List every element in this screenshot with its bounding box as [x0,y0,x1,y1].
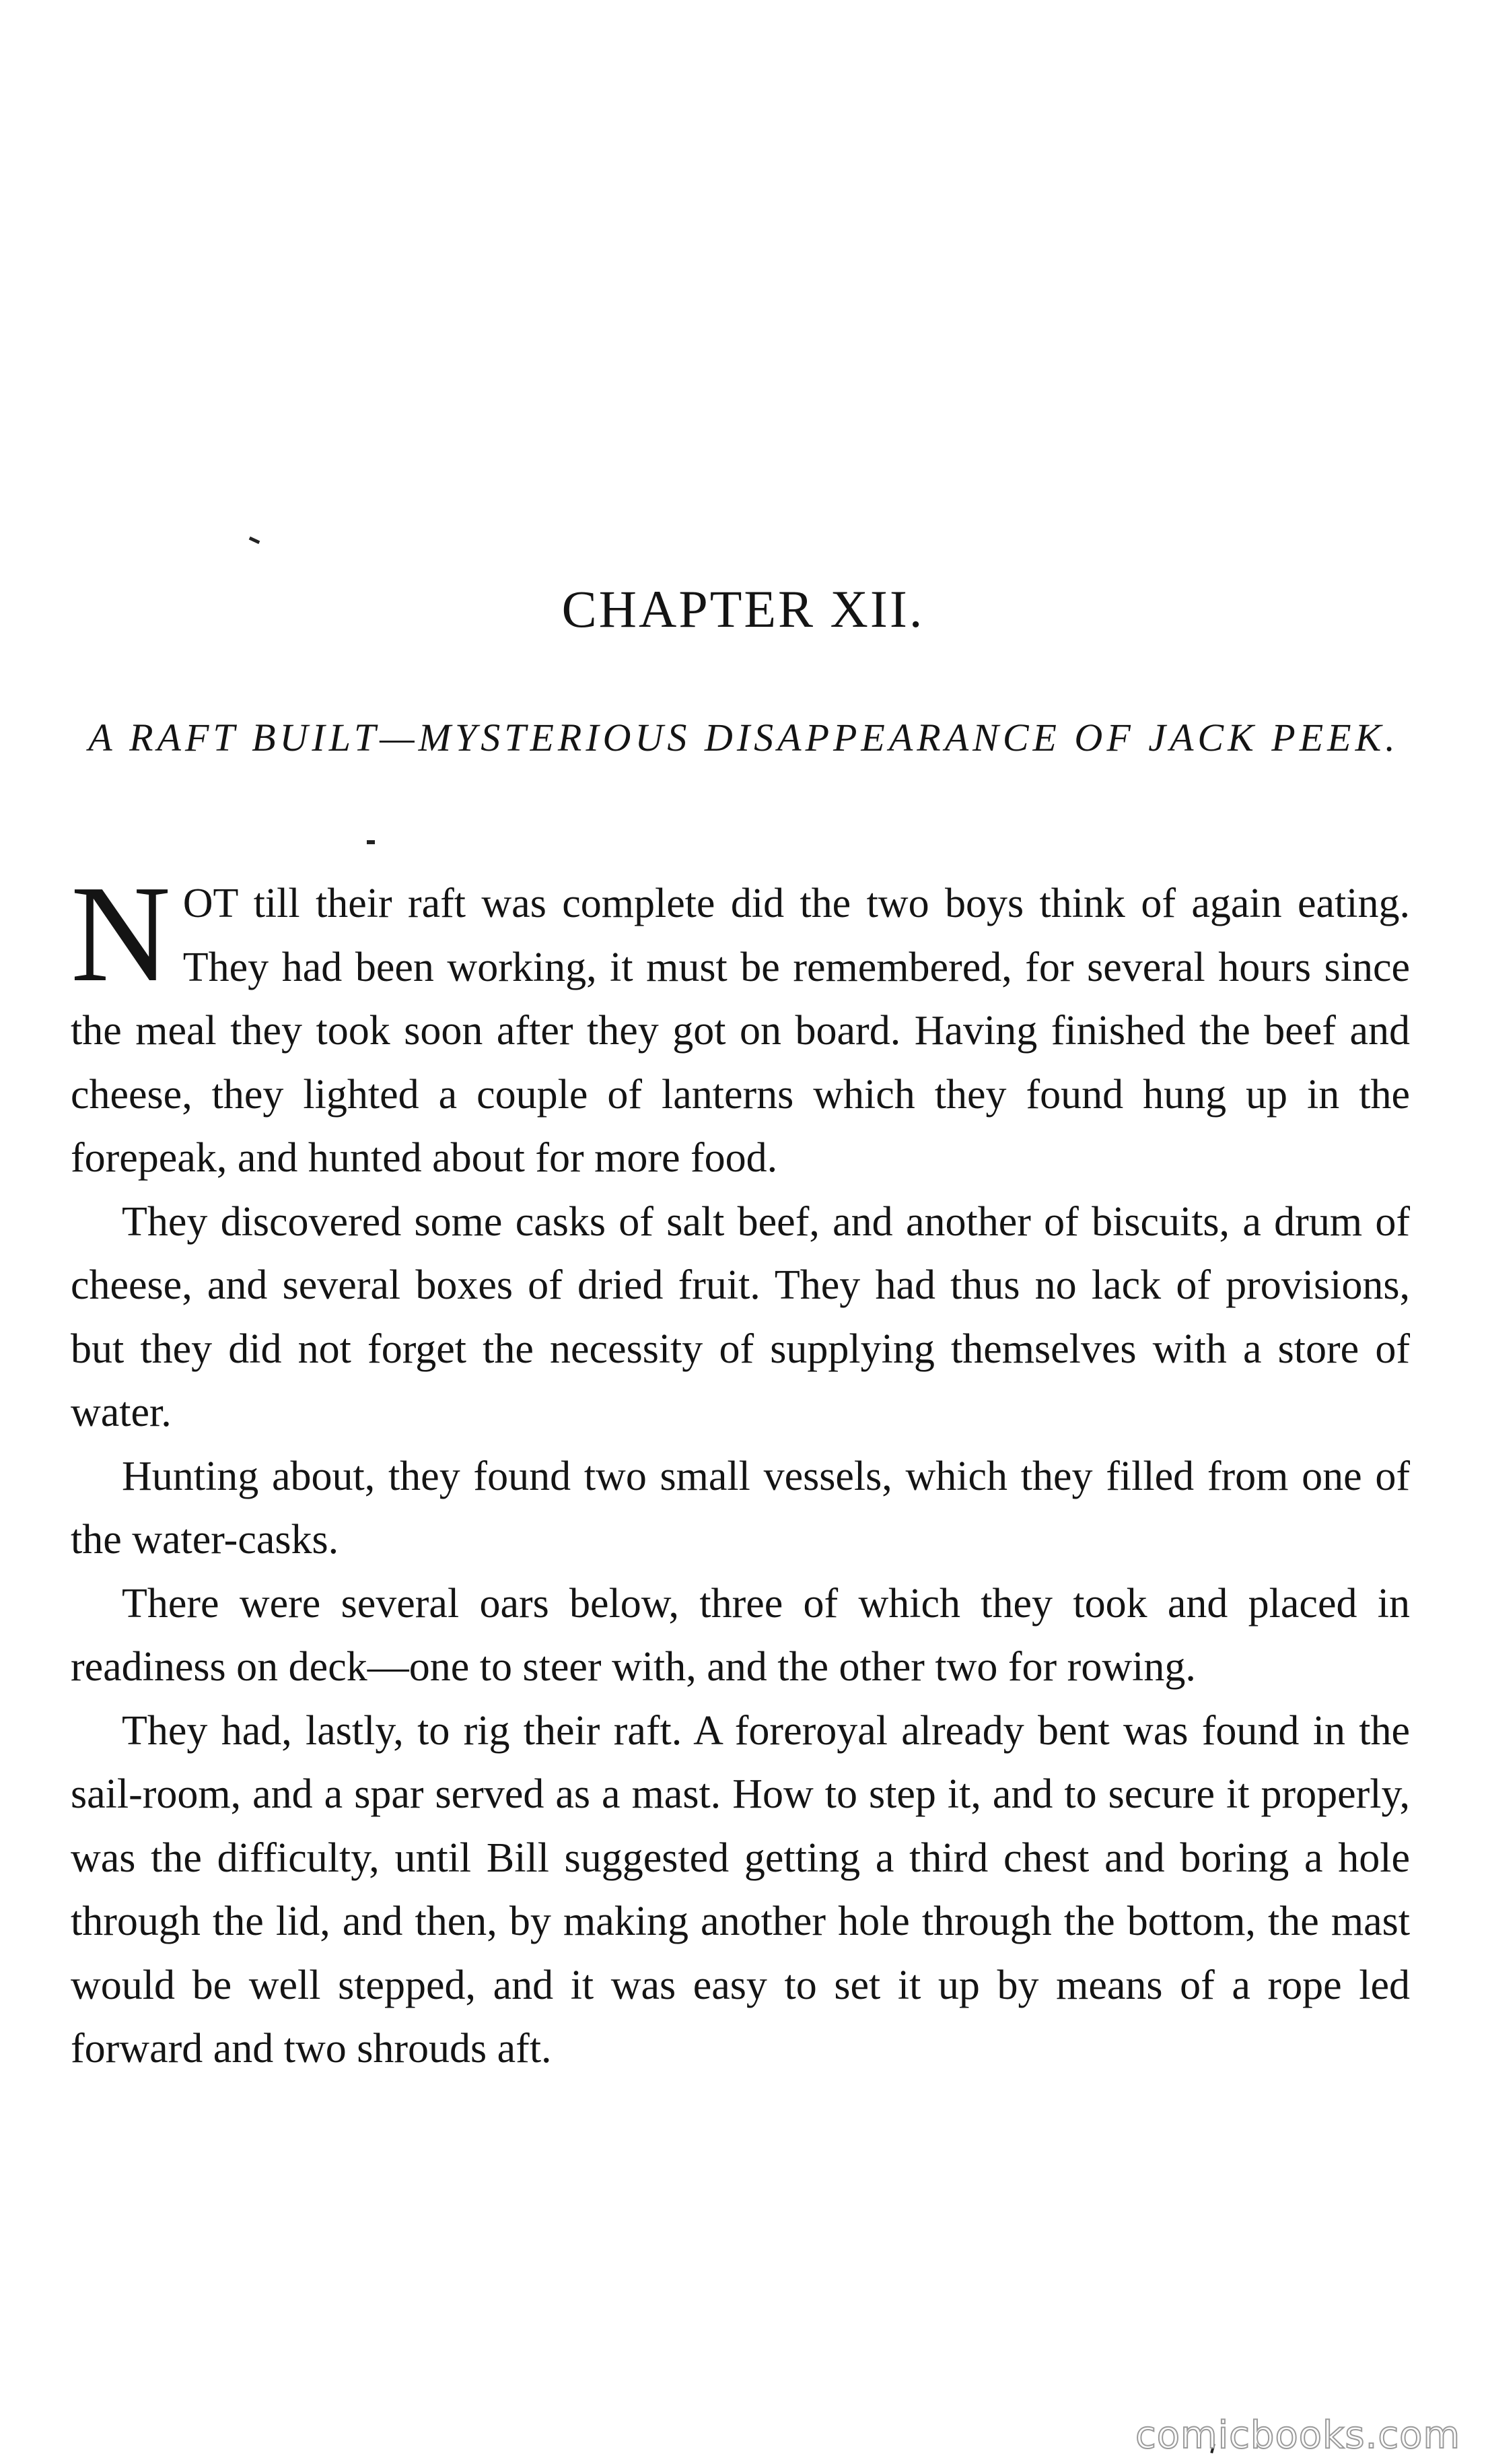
paragraph-5: They had, lastly, to rig their raft. A foreroyal already bent was found in the sail-room, and a spar served as a mast. How to step it, and to secure it properly, was the difficulty, until Bill suggested getting a third chest and boring a hole through the lid, and then, by making another hole through the bottom, the mast would be well stepped, and it was easy to set it up by means of a rope led forward and two shrouds aft. [71,1707,1410,2072]
chapter-subtitle: A RAFT BUILT—MYSTERIOUS DISAPPEARANCE OF JACK PEEK. [88,716,1399,759]
paragraph-4: There were several oars below, three of which they took and placed in readiness on deck—one to steer with, and the other two for rowing. [71,1580,1410,1690]
drop-cap: N [71,856,171,1011]
chapter-body [71,856,1410,2081]
paragraph-1 [71,856,1410,1190]
chapter-title: CHAPTER XII. [561,580,925,638]
ink-speck [249,537,260,544]
ink-speck [367,840,375,844]
paragraph-3: Hunting about, they found two small vessels, which they filled from one of the water-casks. [71,1453,1410,1563]
paragraph-1-text: OT till their raft was complete did the two boys think of again eating. They had been working, it must be remembered, for several hours since the meal they took soon after they got on board. Having finished the beef and cheese, they lighted a couple of lanterns which they found hung up in the forepeak, and hunted about for more food. [71,881,1410,1181]
paragraph-2: They discovered some casks of salt beef, and another of biscuits, a drum of cheese, and several boxes of dried fruit. They had thus no lack of provisions, but they did not forget the necessity of supplying themselves with a store of water. [71,1198,1410,1435]
watermark: comicbooks.com [1135,2414,1460,2457]
